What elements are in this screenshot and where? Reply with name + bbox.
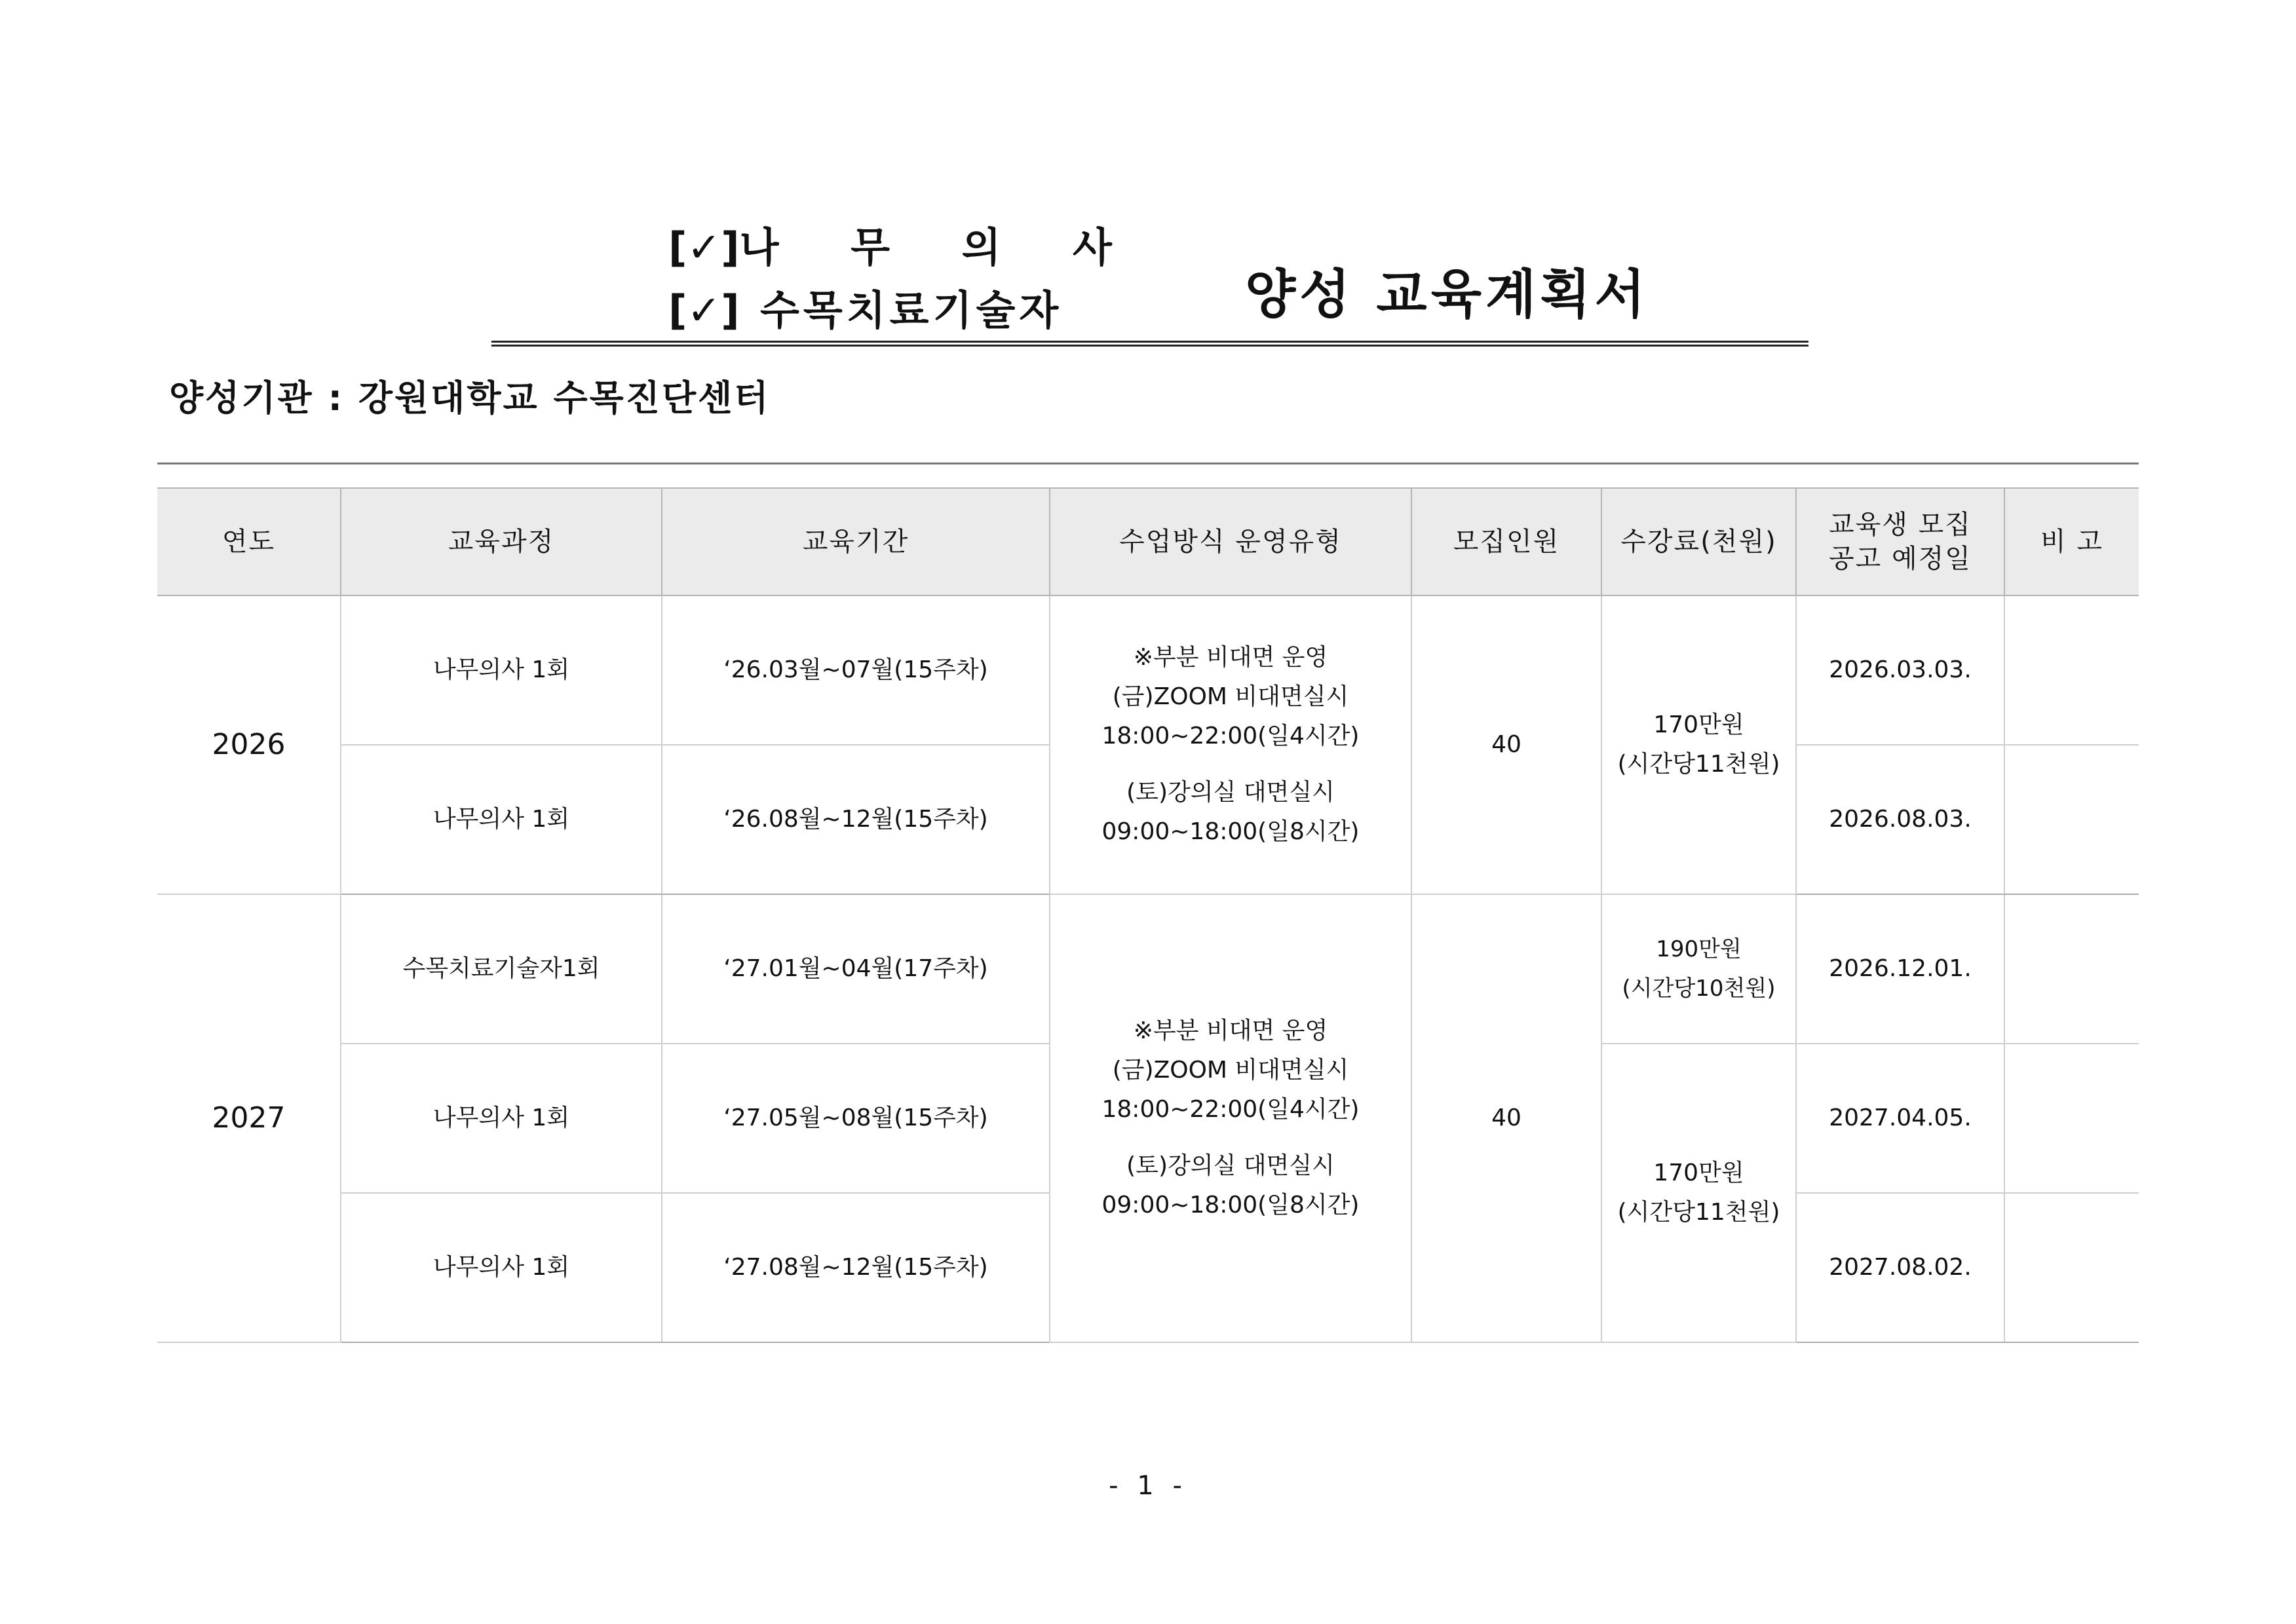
method-line: 09:00~18:00(일8시간) [1101,1192,1360,1218]
method-line: (금)ZOOM 비대면실시 [1112,683,1349,710]
header-notice-line1: 교육생 모집 [1829,510,1972,540]
method-line: (토)강의실 대면실시 [1126,779,1335,806]
method-cell [1050,595,1411,894]
method-line: ※부분 비대면 운영 [1133,644,1328,671]
title-tree-doctor: 나 무 의 사 [739,223,1141,271]
course-cell: 나무의사 1회 [341,1193,662,1342]
course-cell: 나무의사 1회 [341,745,662,894]
notice-date-cell: 2026.08.03. [1796,745,2004,894]
page-number: - 1 - [1109,1471,1187,1501]
fee-hourly: (시간당10천원) [1622,975,1776,1002]
title-option-tree-doctor [668,216,1141,279]
fee-hourly: (시간당11천원) [1617,1199,1780,1226]
header-method: 수업방식 운영유형 [1050,488,1411,595]
training-institution: 양성기관 : 강원대학교 수목진단센터 [169,377,771,419]
header-fee: 수강료(천원) [1601,488,1796,595]
header-notice-date [1796,488,2004,595]
year-cell: 2026 [157,595,341,894]
table-header-row [157,488,2139,595]
method-line: (토)강의실 대면실시 [1126,1152,1335,1179]
method-cell [1050,894,1411,1342]
document-title: 양성 교육계획서 [1245,264,1649,325]
method-line: ※부분 비대면 운영 [1133,1017,1328,1044]
remarks-cell [2004,595,2139,745]
remarks-cell [2004,745,2139,894]
course-cell: 나무의사 1회 [341,1044,662,1193]
course-cell: 나무의사 1회 [341,595,662,745]
period-cell: ‘27.01월~04월(17주차) [662,894,1050,1044]
check-mark-icon: [✓] [668,223,740,271]
remarks-cell [2004,1044,2139,1193]
table-row [157,894,2139,1044]
fee-amount: 170만원 [1653,711,1744,738]
title-tree-treatment-technician: 수목치료기술자 [760,286,1063,334]
header-course: 교육과정 [341,488,662,595]
capacity-cell: 40 [1411,595,1601,894]
notice-date-cell: 2026.03.03. [1796,595,2004,745]
year-cell: 2027 [157,894,341,1342]
fee-cell [1601,1044,1796,1342]
header-year: 연도 [157,488,341,595]
header-remarks: 비 고 [2004,488,2139,595]
remarks-cell [2004,1193,2139,1342]
table-row [157,595,2139,745]
header-capacity: 모집인원 [1411,488,1601,595]
check-mark-icon: [✓] [668,286,740,334]
fee-amount: 170만원 [1653,1160,1744,1186]
period-cell: ‘27.08월~12월(15주차) [662,1193,1050,1342]
period-cell: ‘26.03월~07월(15주차) [662,595,1050,745]
title-double-rule [491,341,1808,347]
header-notice-line2: 공고 예정일 [1829,544,1972,574]
method-line: 18:00~22:00(일4시간) [1101,723,1360,749]
method-line: 09:00~18:00(일8시간) [1101,818,1360,845]
certificate-title-options [668,216,1141,342]
fee-amount: 190만원 [1656,936,1742,962]
fee-cell [1601,894,1796,1044]
title-option-tree-treatment [668,279,1088,342]
capacity-cell: 40 [1411,894,1601,1342]
method-line: (금)ZOOM 비대면실시 [1112,1057,1349,1084]
fee-hourly: (시간당11천원) [1617,751,1780,778]
notice-date-cell: 2027.08.02. [1796,1193,2004,1342]
notice-date-cell: 2026.12.01. [1796,894,2004,1044]
remarks-cell [2004,894,2139,1044]
table-top-rule [157,463,2139,464]
fee-cell [1601,595,1796,894]
header-period: 교육기간 [662,488,1050,595]
period-cell: ‘26.08월~12월(15주차) [662,745,1050,894]
education-plan-table [157,487,2139,1343]
method-line: 18:00~22:00(일4시간) [1101,1096,1360,1123]
course-cell: 수목치료기술자1회 [341,894,662,1044]
notice-date-cell: 2027.04.05. [1796,1044,2004,1193]
period-cell: ‘27.05월~08월(15주차) [662,1044,1050,1193]
